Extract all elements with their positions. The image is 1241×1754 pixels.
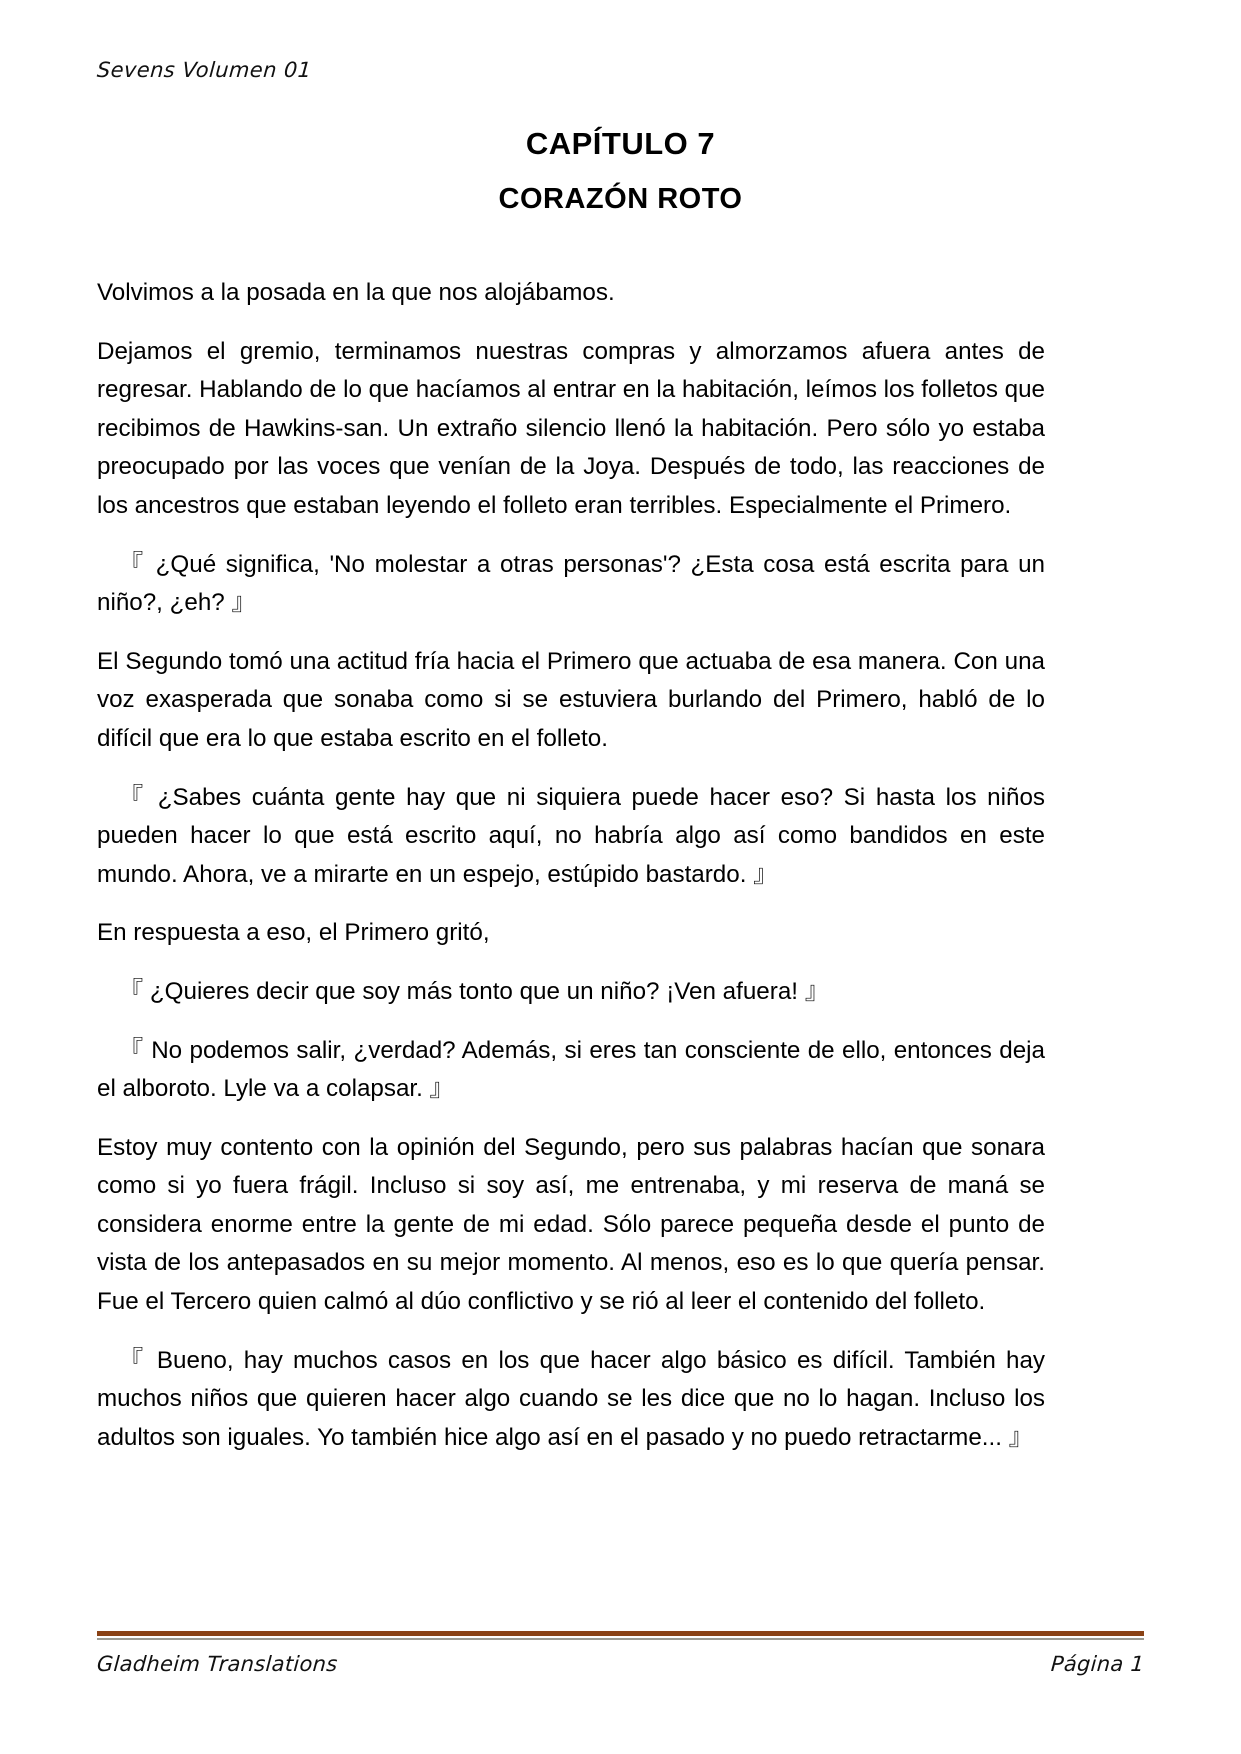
narration-paragraph: El Segundo tomó una actitud fría hacia el Primero que actuaba de esa manera. Con una voz exasperada que sonaba como si se estuviera burlando del Primero, habló de lo difícil que era lo que estaba escrito en el folleto.	[97, 647, 1045, 752]
dialogue-paragraph: 『 ¿Sabes cuánta gente hay que ni siquiera puede hacer eso? Si hasta los niños pueden hacer lo que está escrito aquí, no habría algo así como bandidos en este mundo. Ahora, ve a mirarte en un espejo, estúpido bastardo. 』	[97, 783, 1045, 888]
narration-paragraph: Volvimos a la posada en la que nos alojábamos.	[97, 279, 615, 306]
chapter-number: CAPÍTULO 7	[525, 126, 716, 161]
chapter-name: CORAZÓN ROTO	[498, 183, 743, 215]
narration-paragraph: Dejamos el gremio, terminamos nuestras compras y almorzamos afuera antes de regresar. Hablando de lo que hacíamos al entrar en la habitación, leímos los folletos que recibimos de Hawkins-san. Un extraño silencio llenó la habitación. Pero sólo yo estaba preocupado por las voces que venían de la Joya. Después de todo, las reacciones de los ancestros que estaban leyendo el folleto eran terribles. Especialmente el Primero.	[97, 337, 1045, 519]
dialogue-paragraph: 『 Bueno, hay muchos casos en los que hacer algo básico es difícil. También hay muchos niños que quieren hacer algo cuando se les dice que no lo hagan. Incluso los adultos son iguales. Yo también hice algo así en el pasado y no puedo retractarme... 』	[97, 1346, 1045, 1451]
dialogue-paragraph: 『 ¿Quieres decir que soy más tonto que un niño? ¡Ven afuera! 』	[119, 977, 829, 1005]
page-number: Página 1	[1049, 1652, 1145, 1676]
footer-divider-thick-bar	[97, 1631, 1144, 1636]
dialogue-paragraph: 『 ¿Qué significa, 'No molestar a otras personas'? ¿Esta cosa está escrita para un niño?, ¿eh? 』	[97, 550, 1045, 617]
translator-credit: Gladheim Translations	[96, 1652, 339, 1676]
document-header	[97, 58, 1144, 98]
dialogue-paragraph: 『 No podemos salir, ¿verdad? Además, si eres tan consciente de ello, entonces deja el alboroto. Lyle va a colapsar. 』	[97, 1036, 1045, 1103]
narration-paragraph: Estoy muy contento con la opinión del Segundo, pero sus palabras hacían que sonara como si yo fuera frágil. Incluso si soy así, me entrenaba, y mi reserva de maná se considera enorme entre la gente de mi edad. Sólo parece pequeña desde el punto de vista de los antepasados en su mejor momento. Al menos, eso es lo que quería pensar. Fue el Tercero quien calmó al dúo conflictivo y se rió al leer el contenido del folleto.	[97, 1133, 1045, 1316]
document-body	[97, 274, 1045, 1457]
chapter-title-block	[97, 128, 1144, 214]
running-title: Sevens Volumen 01	[96, 58, 313, 82]
footer-row	[97, 1652, 1144, 1676]
footer-divider-thin-bar	[97, 1638, 1144, 1640]
footer-divider	[97, 1631, 1144, 1640]
document-footer	[97, 1631, 1144, 1676]
narration-paragraph: En respuesta a eso, el Primero gritó,	[97, 919, 490, 947]
